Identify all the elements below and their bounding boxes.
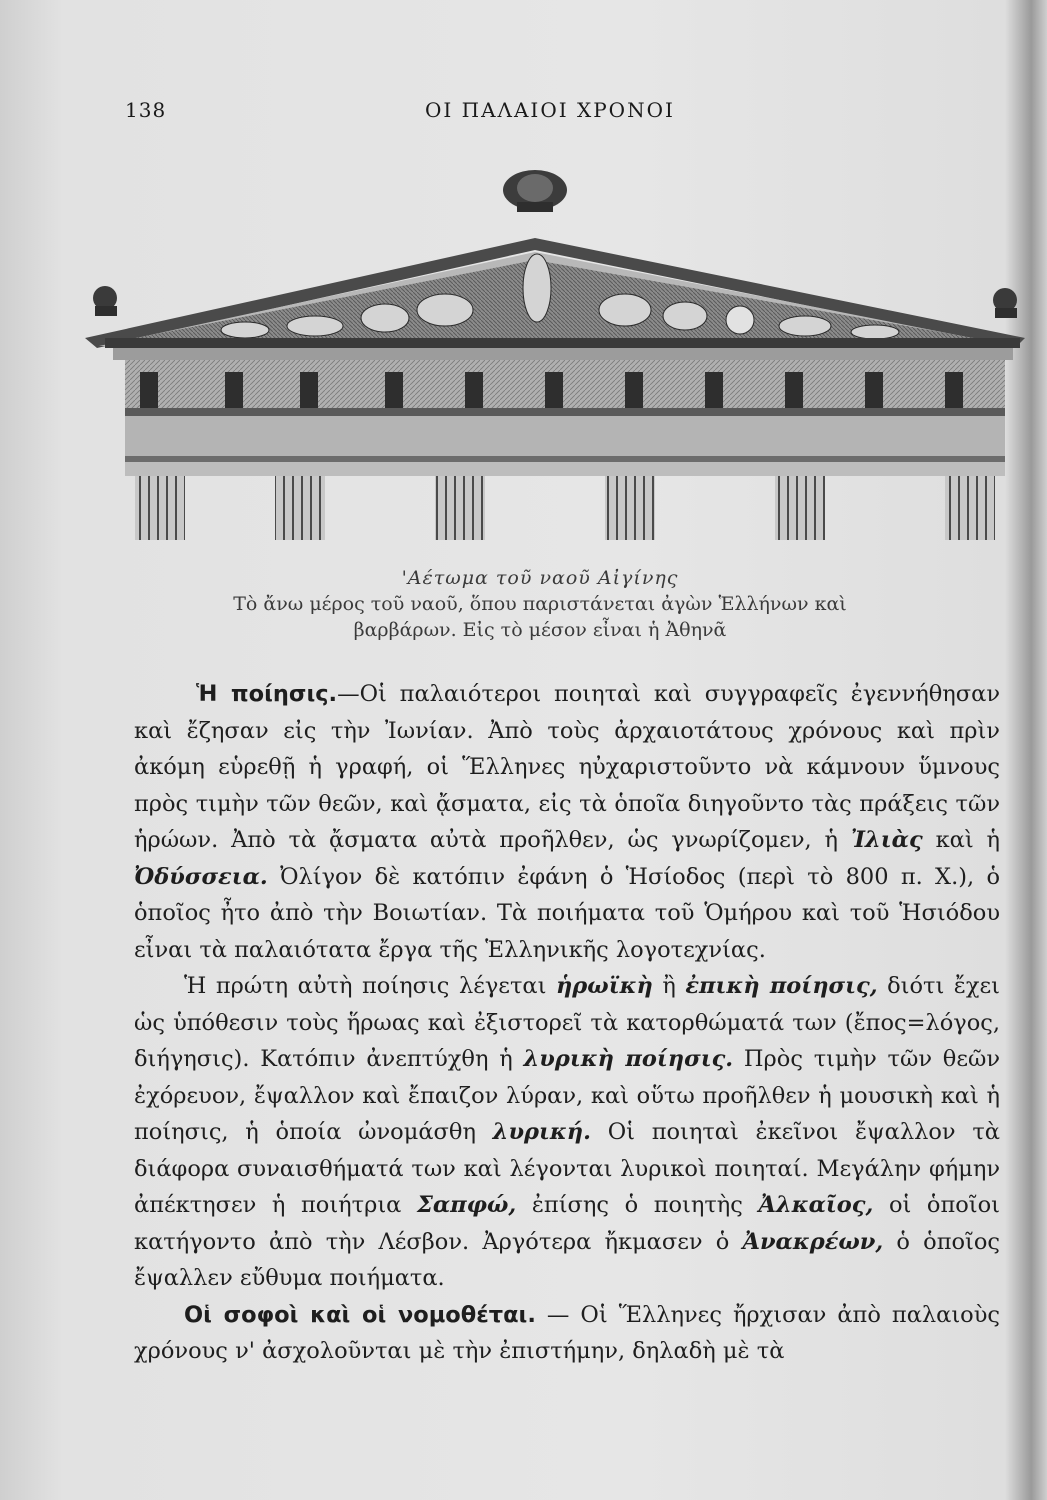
poetry-text-2b: ἢ	[652, 973, 686, 999]
poetry-text-2c: διότι ἔχει ὡς ὑπόθεσιν τοὺς ἥρωας καὶ ἐξιστορεῖ τὰ κατορθώματά των (ἔπος=λόγος, διήγησις). Κατόπιν ἀνεπτύχθη ἡ	[134, 973, 1000, 1072]
poetry-text-1b: καὶ ἡ	[922, 827, 1000, 853]
term-iliad: Ἰλιὰς	[850, 827, 923, 853]
page-number: 138	[125, 98, 167, 122]
body-text	[134, 676, 1000, 1370]
poetry-text-2e: Οἱ ποιηταὶ ἐκεῖνοι ἔψαλλον τὰ διάφορα συναισθήματά των καὶ λέγονται λυρικοὶ ποιηταί. Μεγάλην φήμην ἀπέκτησεν ἡ ποιήτρια	[134, 1119, 1000, 1218]
temple-pediment-illustration	[85, 160, 1035, 545]
acroterion-center	[503, 170, 567, 212]
term-lyric: λυρική.	[492, 1119, 591, 1145]
columns	[125, 462, 1005, 540]
poetry-text-2d: Πρὸς τιμὴν τῶν θεῶν ἐχόρευον, ἔψαλλον καὶ ἔπαιζον λύραν, καὶ οὕτω προῆλθεν ἡ μουσικὴ καὶ ἡ ποίησις, ἡ ὁποία ὠνομάσθη	[134, 1046, 1001, 1145]
term-epic-poetry: ἐπικὴ ποίησις,	[685, 973, 878, 999]
poetry-text-2h: ὁ ὁποῖος ἔψαλλεν εὔθυμα ποιήματα.	[134, 1228, 1001, 1291]
term-heroic: ἡρωϊκὴ	[555, 973, 653, 999]
paragraph-sages	[134, 1297, 1000, 1370]
acroterion-right	[993, 288, 1017, 318]
section-heading-sages: Οἱ σοφοὶ καὶ οἱ νομοθέται.	[184, 1301, 536, 1328]
term-lyric-poetry: λυρικὴ ποίησις.	[523, 1046, 734, 1072]
term-odyssey: Ὀδύσσεια.	[134, 863, 268, 890]
caption-title: 'Αέτωμα τοῦ ναοῦ Αἰγίνης	[401, 567, 679, 589]
figure-caption	[130, 565, 950, 643]
term-anacreon: Ἀνακρέων,	[742, 1228, 884, 1255]
caption-line-2: βαρβάρων. Εἰς τὸ μέσον εἶναι ἡ Ἀθηνᾶ	[353, 619, 727, 641]
poetry-text-1c: Ὀλίγον δὲ κατόπιν ἐφάνη ὁ Ἡσίοδος (περὶ τὸ 800 π. Χ.), ὁ ὁποῖος ἦτο ἀπὸ τὴν Βοιωτίαν. Τὰ ποιήματα τοῦ Ὁμήρου καὶ τοῦ Ἡσιόδου εἶναι τὰ παλαιότατα ἔργα τῆς Ἑλληνικῆς λογοτεχνίας.	[134, 863, 1000, 963]
sages-text: — Οἱ Ἕλληνες ἤρχισαν ἀπὸ παλαιοὺς χρόνους ν' ἀσχολοῦνται μὲ τὴν ἐπιστήμην, δηλαδὴ μὲ τὰ	[134, 1301, 1001, 1364]
poetry-text-2g: οἱ ὁποῖοι κατήγοντο ἀπὸ τὴν Λέσβον. Ἀργότερα ἤκμασεν ὁ	[134, 1192, 1000, 1255]
term-alcaeus: Ἀλκαῖος,	[758, 1192, 874, 1218]
poetry-text-1a: —Οἱ παλαιότεροι ποιηταὶ καὶ συγγραφεῖς ἐγεννήθησαν καὶ ἔζησαν εἰς τὴν Ἰωνίαν. Ἀπὸ τοὺς ἀρχαιοτάτους χρόνους καὶ πρὶν ἀκόμη εὑρεθῇ ἡ γραφή, οἱ Ἕλληνες ηὐχαριστοῦντο νὰ κάμνουν ὕμνους πρὸς τιμὴν τῶν θεῶν, καὶ ᾄσματα, εἰς τὰ ὁποῖα διηγοῦντο τὰς πράξεις τῶν ἡρώων. Ἀπὸ τὰ ᾄσματα αὐτὰ προῆλθεν, ὡς γνωρίζομεν, ἡ	[134, 681, 1001, 853]
caption-line-1: Τὸ ἄνω μέρος τοῦ ναοῦ, ὅπου παριστάνεται ἀγὼν Ἑλλήνων καὶ	[233, 593, 847, 615]
section-heading-poetry: Ἡ ποίησις.	[196, 681, 338, 707]
acroterion-left	[93, 286, 117, 316]
running-title: ΟΙ ΠΑΛΑΙΟΙ ΧΡΟΝΟΙ	[425, 98, 675, 122]
poetry-text-2a: Ἡ πρώτη αὐτὴ ποίησις λέγεται	[184, 973, 556, 999]
paragraph-poetry-2	[134, 968, 1000, 1297]
term-sappho: Σαπφώ,	[416, 1192, 517, 1218]
poetry-text-2f: ἐπίσης ὁ ποιητὴς	[516, 1192, 759, 1218]
paragraph-poetry-1	[134, 676, 1000, 968]
running-head	[125, 98, 955, 128]
